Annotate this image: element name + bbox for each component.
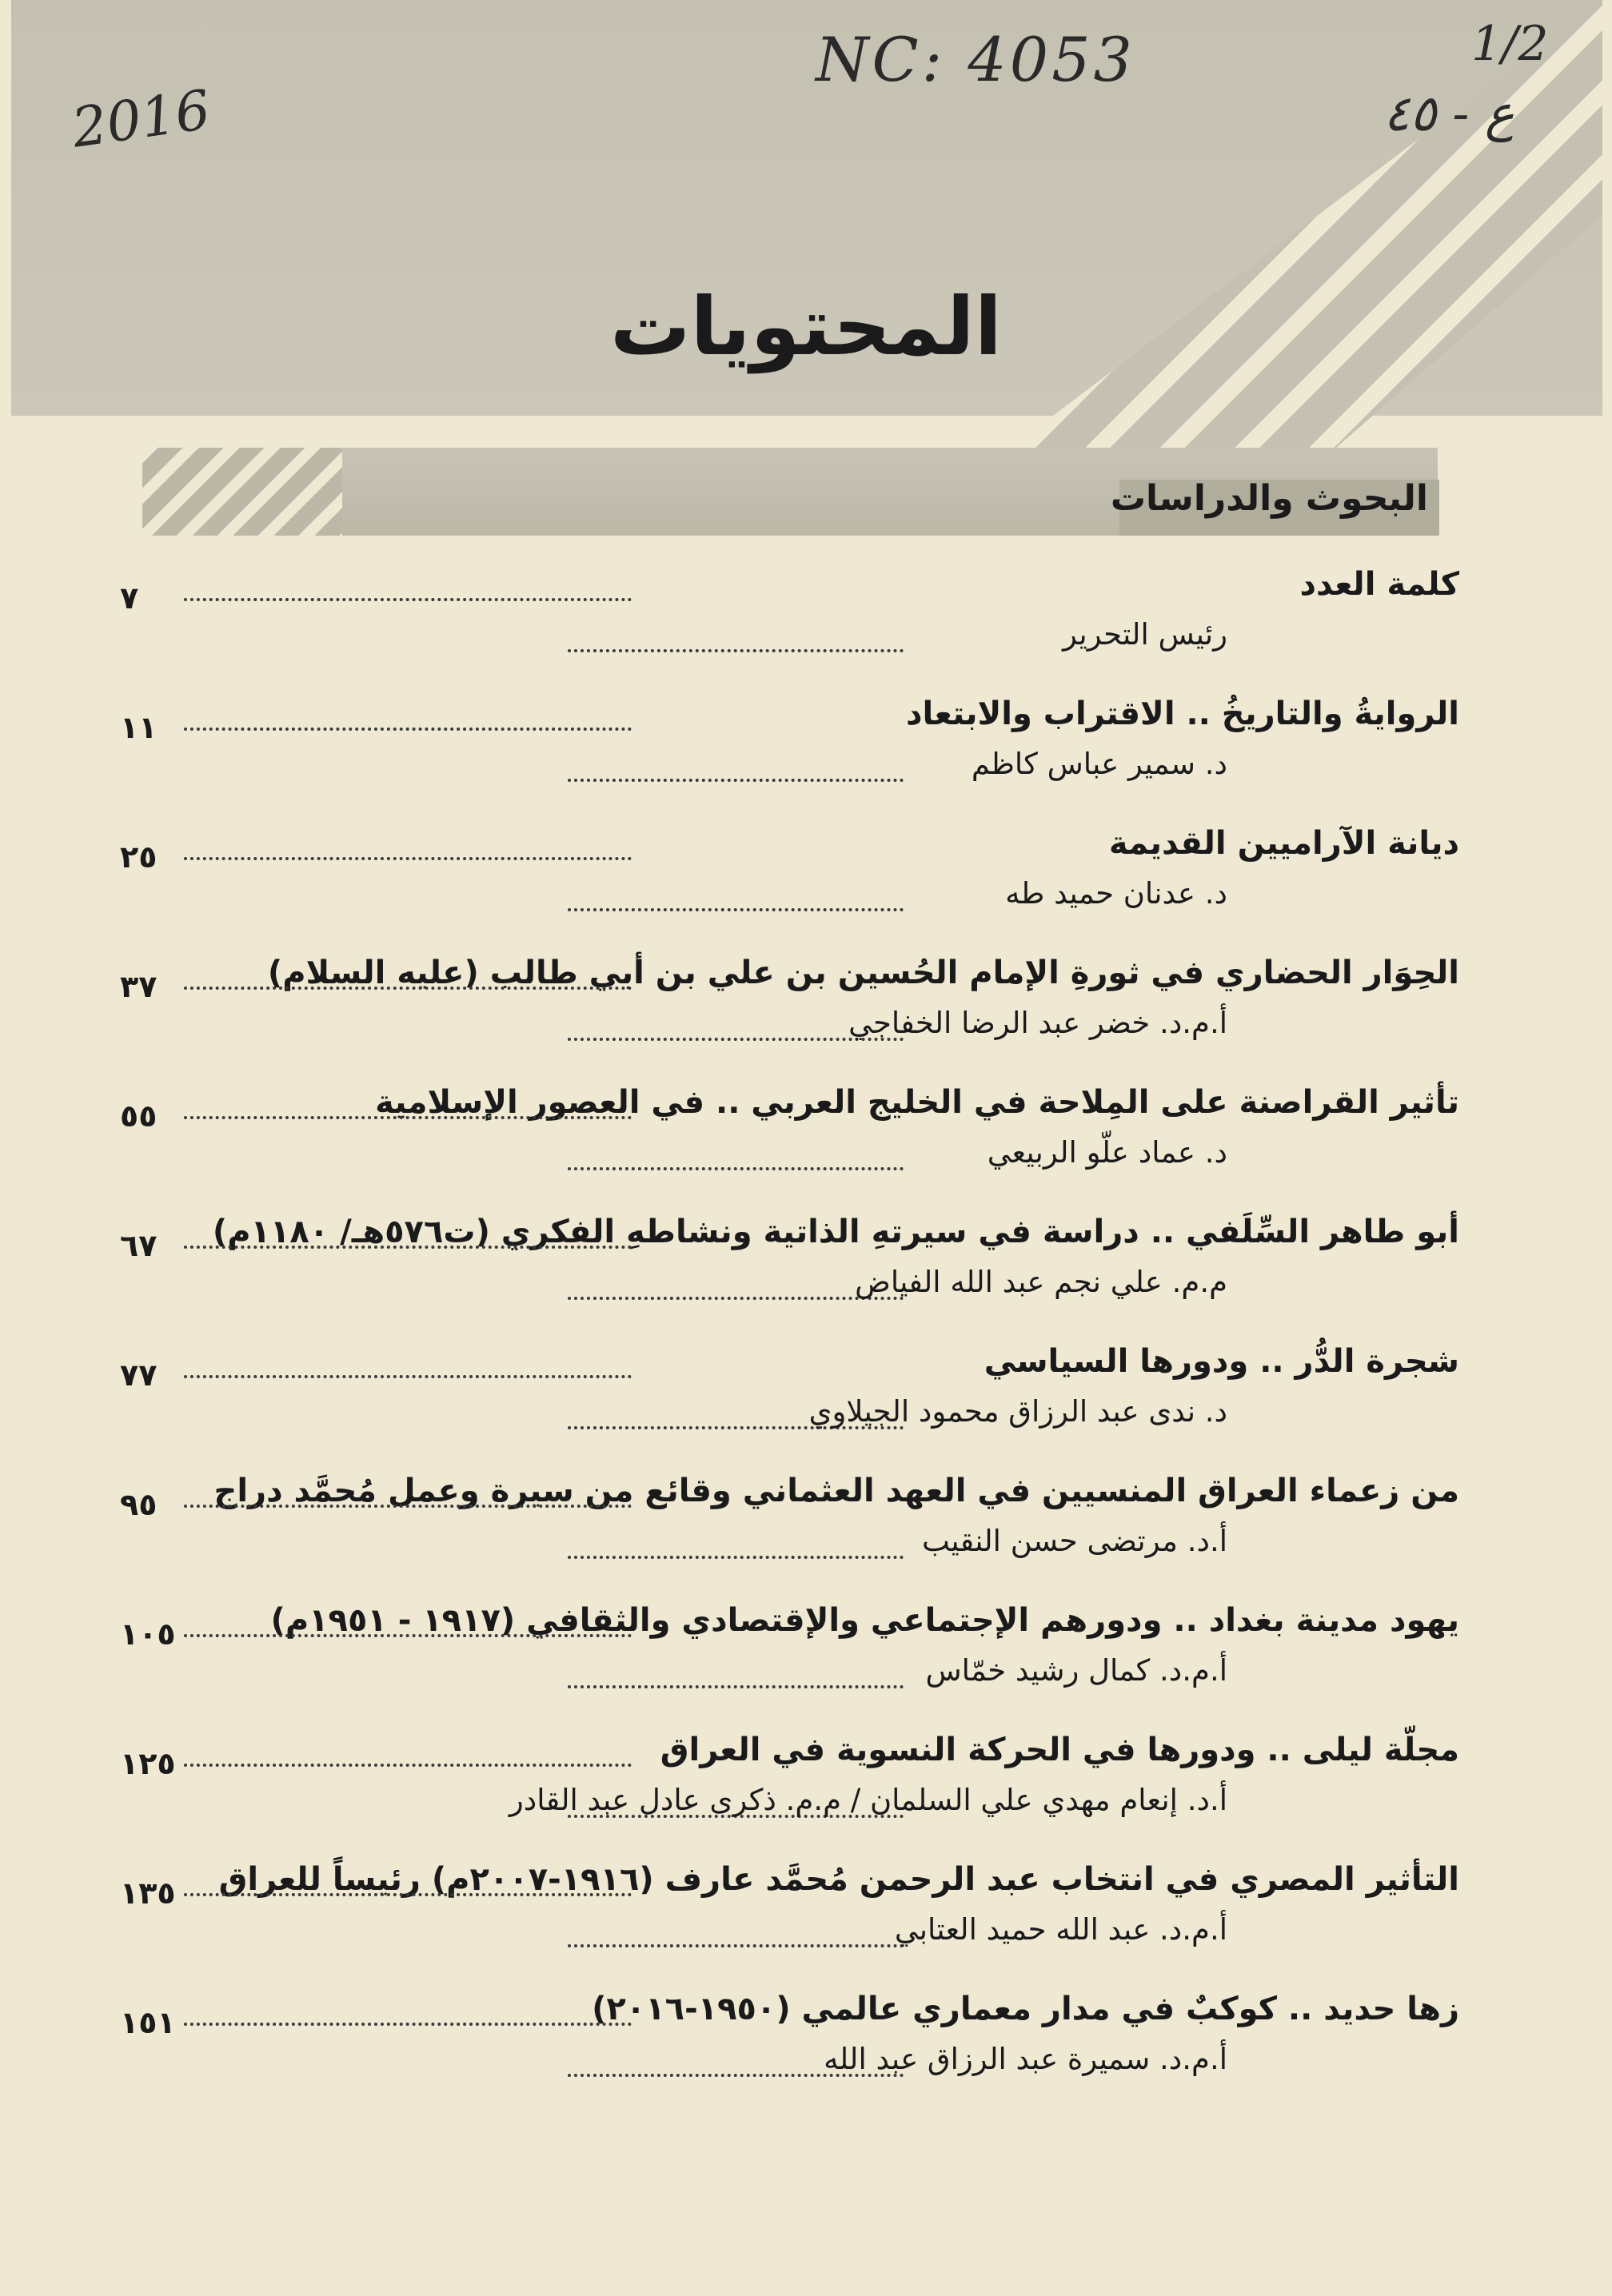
entry-title: أبو طاهر السِّلَفي .. دراسة في سيرتهِ الذاتية ونشاطهِ الفكري (ت٥٧٦هـ/ ١١٨٠م) <box>212 1214 1459 1250</box>
entry-page-number: ٥٥ <box>120 1098 158 1134</box>
entry-title: مجلّة ليلى .. ودورها في الحركة النسوية في العراق <box>660 1732 1459 1768</box>
toc-entry <box>120 1329 1459 1458</box>
handwritten-fraction: 1/2 <box>1471 16 1549 72</box>
dot-leader <box>568 649 904 652</box>
toc-entry <box>120 1070 1459 1199</box>
page-title: المحتويات <box>609 280 1003 373</box>
entry-title: من زعماء العراق المنسيين في العهد العثماني وقائع من سيرة وعمل مُحمَّد دراج <box>213 1473 1459 1509</box>
dot-leader <box>184 857 632 860</box>
entry-page-number: ٧٧ <box>120 1357 158 1393</box>
entry-page-number: ١٣٥ <box>120 1875 176 1911</box>
entry-author: أ.م.د. سميرة عبد الرزاق عبد الله <box>824 2042 1227 2076</box>
entry-title: شجرة الدُّر .. ودورها السياسي <box>984 1343 1459 1380</box>
dot-leader <box>568 1297 904 1300</box>
entry-title: تأثير القراصنة على المِلاحة في الخليج العربي .. في العصور الإسلامية <box>375 1084 1459 1121</box>
entry-author: م.م. علي نجم عبد الله الفياض <box>855 1265 1227 1299</box>
entry-page-number: ٢٥ <box>120 839 158 875</box>
dot-leader <box>184 1246 632 1249</box>
dot-leader <box>568 1167 904 1170</box>
toc-entry <box>120 552 1459 681</box>
entry-title: زها حديد .. كوكبٌ في مدار معماري عالمي (١٩٥٠-٢٠١٦) <box>592 1991 1459 2027</box>
toc-entry <box>120 940 1459 1070</box>
entry-page-number: ١٢٥ <box>120 1746 176 1781</box>
dot-leader <box>184 987 632 990</box>
entry-author: أ.م.د. كمال رشيد خمّاس <box>925 1653 1227 1688</box>
entry-author: رئيس التحرير <box>1063 617 1227 652</box>
entry-author: د. عماد علّو الربيعي <box>987 1135 1227 1170</box>
dot-leader <box>184 1893 632 1896</box>
dot-leader <box>568 908 904 911</box>
dot-leader <box>184 2023 632 2026</box>
toc-entry <box>120 1717 1459 1847</box>
dot-leader <box>568 1556 904 1559</box>
entry-author: أ.م.د. عبد الله حميد العتابي <box>894 1912 1227 1947</box>
table-of-contents <box>120 552 1459 2106</box>
dot-leader <box>184 1634 632 1637</box>
section-bar-stripes <box>142 448 342 536</box>
entry-title: ديانة الآراميين القديمة <box>1108 825 1459 862</box>
entry-title: كلمة العدد <box>1299 566 1459 603</box>
dot-leader <box>568 1685 904 1688</box>
entry-author: أ.د. إنعام مهدي علي السلمان / م.م. ذكرى عادل عبد القادر <box>509 1783 1227 1817</box>
entry-title: الروايةُ والتاريخُ .. الاقتراب والابتعاد <box>905 696 1459 732</box>
entry-page-number: ٣٧ <box>120 969 158 1004</box>
dot-leader <box>184 1116 632 1119</box>
entry-page-number: ١١ <box>120 710 158 745</box>
toc-entry <box>120 811 1459 940</box>
entry-page-number: ٧ <box>120 580 139 616</box>
dot-leader <box>568 779 904 782</box>
dot-leader <box>184 727 632 731</box>
entry-author: أ.د. مرتضى حسن النقيب <box>922 1524 1227 1558</box>
handwritten-year: 2016 <box>68 78 214 161</box>
entry-author: د. ندى عبد الرزاق محمود الجيلاوي <box>808 1394 1227 1429</box>
toc-entry <box>120 1458 1459 1588</box>
handwritten-catalog-code: NC: 4053 <box>816 24 1135 95</box>
entry-title: الحِوَار الحضاري في ثورةِ الإمام الحُسين بن علي بن أبي طالب (عليه السلام) <box>267 955 1459 991</box>
toc-entry <box>120 1199 1459 1329</box>
entry-page-number: ٦٧ <box>120 1228 158 1263</box>
entry-author: د. سمير عباس كاظم <box>971 747 1227 781</box>
dot-leader <box>184 1505 632 1508</box>
entry-page-number: ١٠٥ <box>120 1616 176 1652</box>
entry-page-number: ٩٥ <box>120 1487 158 1522</box>
section-title: البحوث والدراسات <box>1110 478 1428 519</box>
toc-entry <box>120 1588 1459 1717</box>
dot-leader <box>568 1944 904 1947</box>
handwritten-volume: ع - ٤٥ <box>1383 84 1514 142</box>
entry-title: التأثير المصري في انتخاب عبد الرحمن مُحمَّد عارف (١٩١٦-٢٠٠٧م) رئيساً للعراق <box>218 1861 1459 1898</box>
toc-entry <box>120 681 1459 811</box>
entry-author: د. عدنان حميد طه <box>1005 876 1227 911</box>
dot-leader <box>184 598 632 601</box>
entry-title: يهود مدينة بغداد .. ودورهم الإجتماعي والإقتصادي والثقافي (١٩١٧ - ١٩٥١م) <box>270 1602 1459 1639</box>
entry-page-number: ١٥١ <box>120 2005 176 2040</box>
dot-leader <box>184 1375 632 1378</box>
entry-author: أ.م.د. خضر عبد الرضا الخفاجي <box>848 1006 1227 1040</box>
toc-entry <box>120 1976 1459 2106</box>
dot-leader <box>184 1764 632 1767</box>
toc-entry <box>120 1847 1459 1976</box>
